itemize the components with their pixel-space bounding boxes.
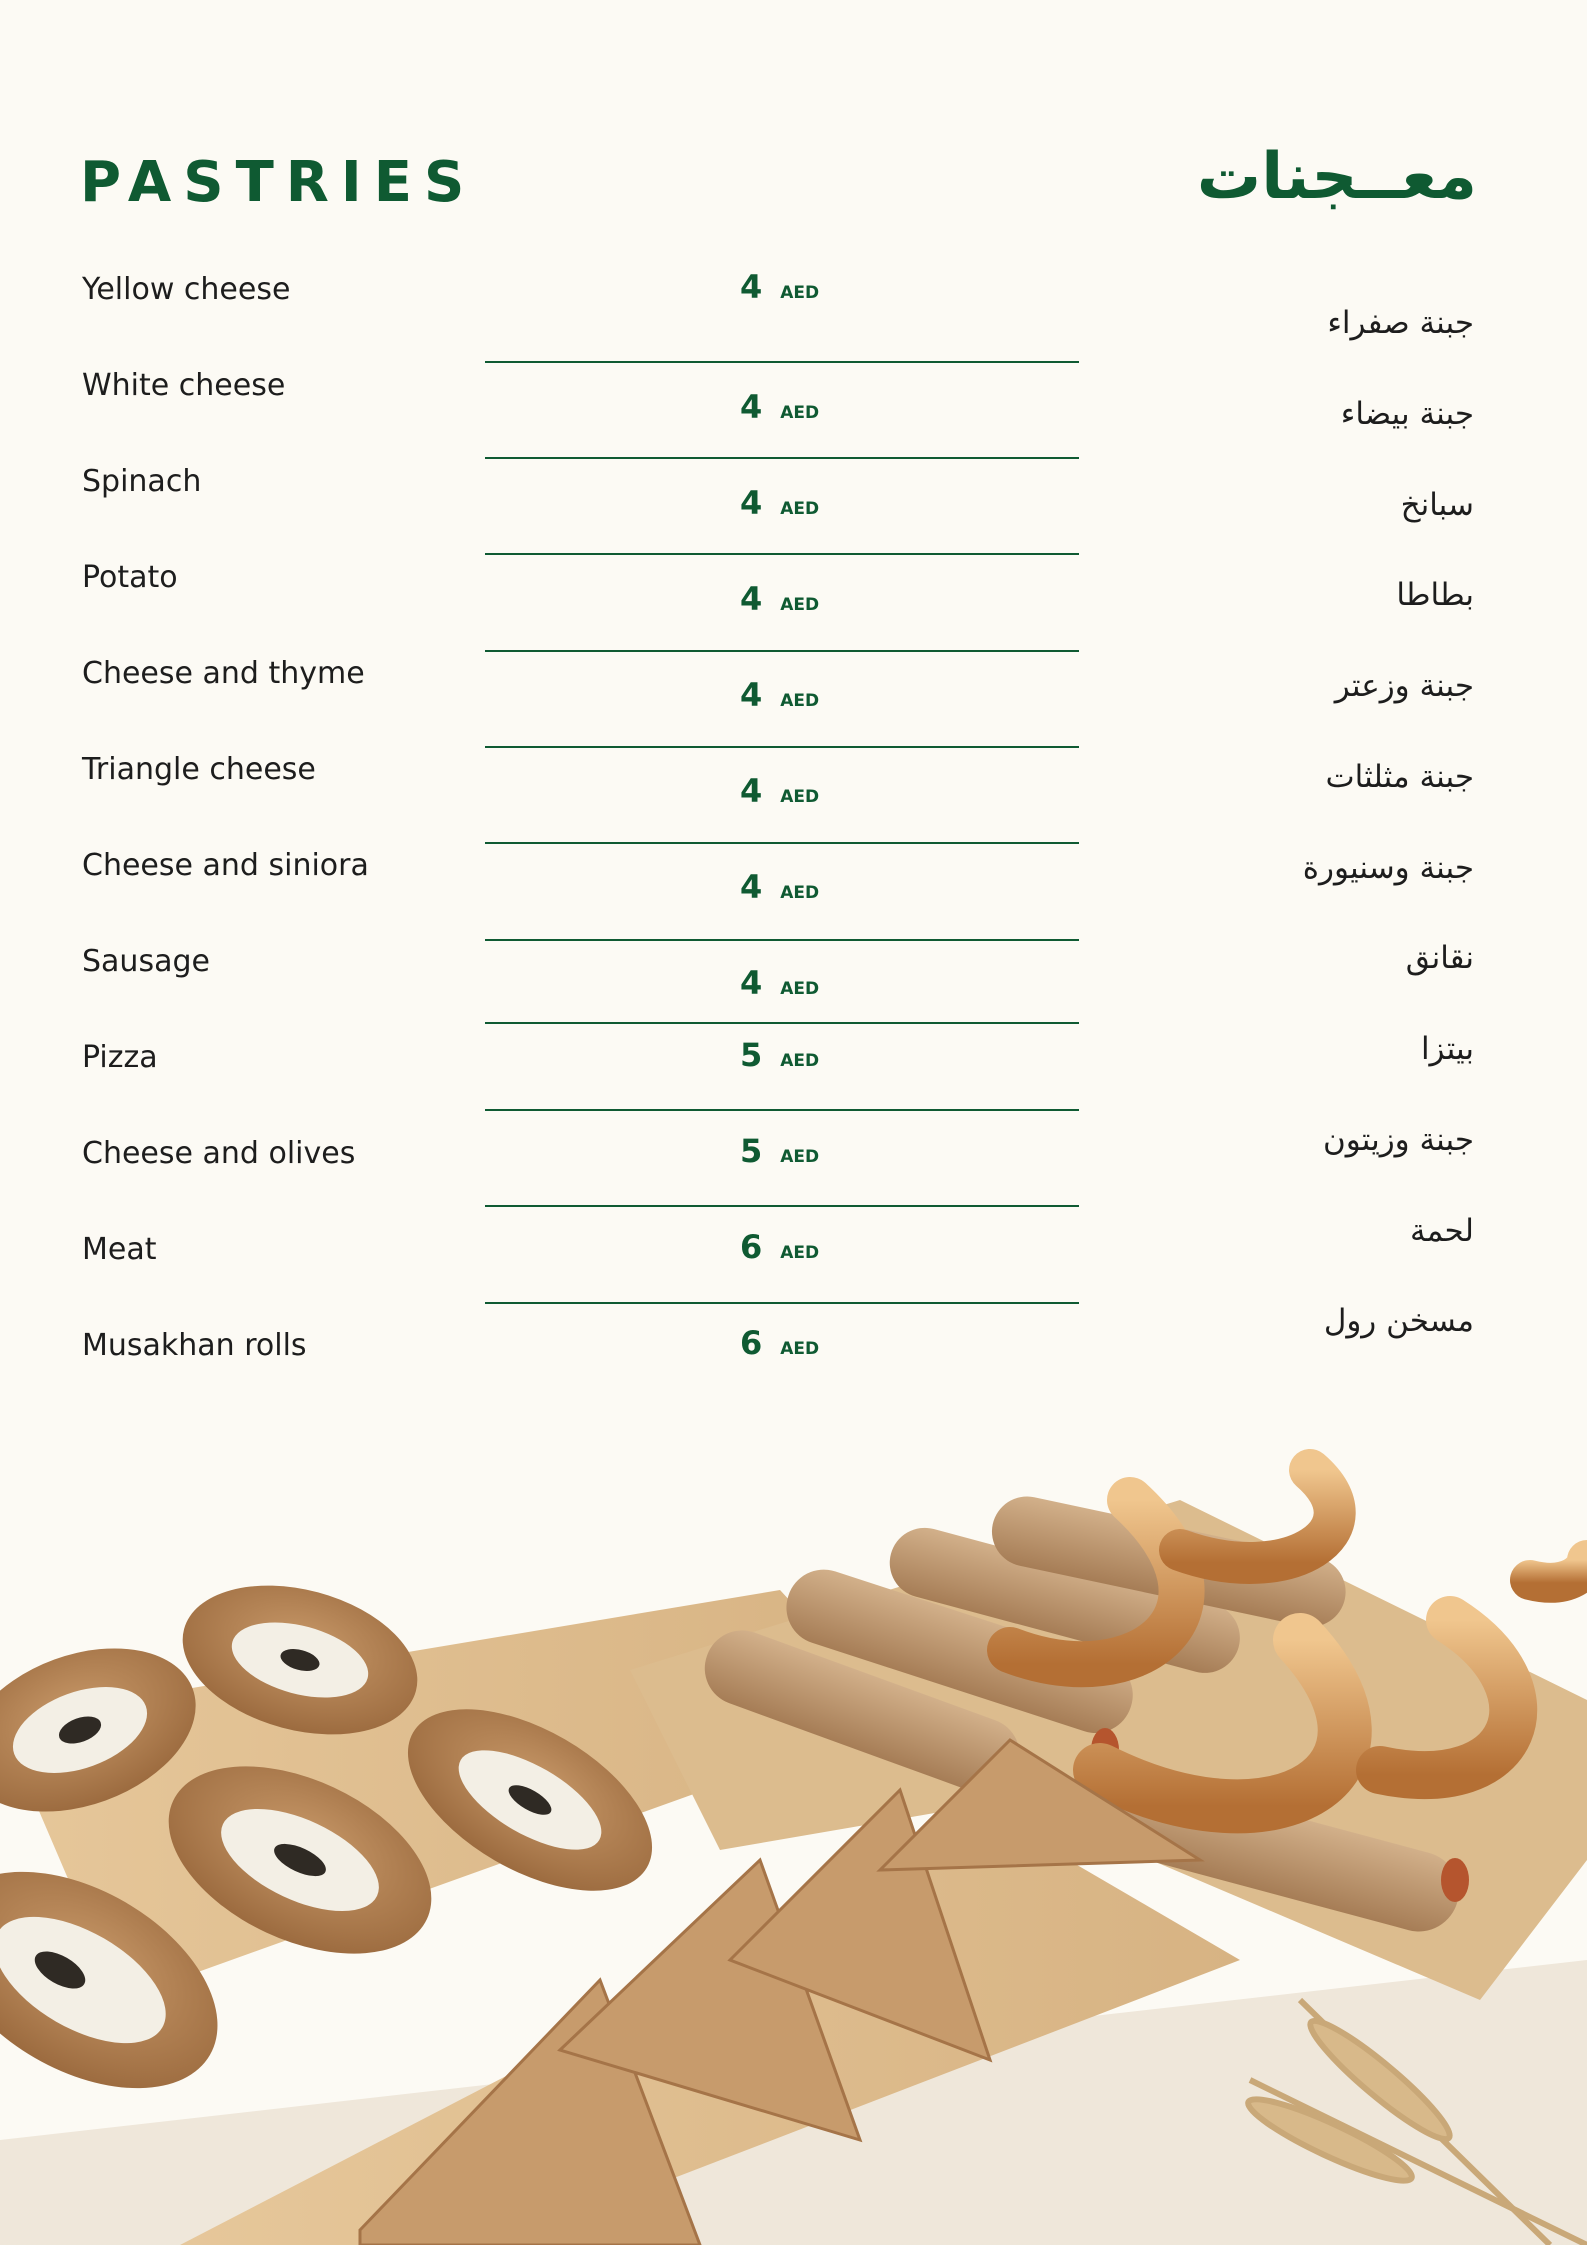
- row-divider: [485, 939, 1079, 941]
- price-value: 4: [740, 268, 763, 306]
- item-price: [740, 1132, 819, 1170]
- item-price: [740, 1228, 819, 1266]
- item-price: [740, 772, 819, 810]
- row-divider: [485, 361, 1079, 363]
- item-name-ar: بطاطا: [1396, 577, 1474, 613]
- item-name-en: Yellow cheese: [82, 272, 291, 307]
- item-name-ar: جبنة صفراء: [1327, 305, 1474, 341]
- price-value: 5: [740, 1036, 763, 1074]
- price-currency: AED: [780, 1051, 820, 1071]
- price-value: 4: [740, 772, 763, 810]
- item-name-ar: جبنة وزعتر: [1334, 668, 1474, 704]
- item-name-en: Potato: [82, 560, 178, 595]
- item-name-en: Musakhan rolls: [82, 1328, 307, 1363]
- price-value: 6: [740, 1324, 763, 1362]
- row-divider: [485, 1109, 1079, 1111]
- section-title-ar: معــجنات: [1196, 140, 1477, 214]
- item-name-ar: جبنة بيضاء: [1340, 396, 1474, 432]
- row-divider: [485, 746, 1079, 748]
- row-divider: [485, 650, 1079, 652]
- price-value: 4: [740, 388, 763, 426]
- item-name-ar: جبنة مثلثات: [1325, 759, 1474, 795]
- row-divider: [485, 457, 1079, 459]
- item-name-en: Spinach: [82, 464, 202, 499]
- item-name-en: Cheese and siniora: [82, 848, 369, 883]
- item-price: [740, 964, 819, 1002]
- item-name-ar: جبنة وزيتون: [1322, 1122, 1474, 1158]
- item-name-ar: نقانق: [1405, 940, 1474, 976]
- row-divider: [485, 842, 1079, 844]
- item-price: [740, 868, 819, 906]
- item-price: [740, 676, 819, 714]
- price-currency: AED: [780, 595, 820, 615]
- item-name-ar: سبانخ: [1400, 487, 1474, 523]
- price-currency: AED: [780, 1339, 820, 1359]
- price-value: 4: [740, 484, 763, 522]
- price-currency: AED: [780, 787, 820, 807]
- item-name-ar: لحمة: [1410, 1213, 1474, 1249]
- item-name-en: White cheese: [82, 368, 286, 403]
- price-currency: AED: [780, 403, 820, 423]
- item-name-ar: جبنة وسنيورة: [1302, 850, 1474, 886]
- price-value: 5: [740, 1132, 763, 1170]
- price-value: 4: [740, 676, 763, 714]
- item-name-en: Pizza: [82, 1040, 158, 1075]
- row-divider: [485, 1302, 1079, 1304]
- price-value: 6: [740, 1228, 763, 1266]
- price-currency: AED: [780, 883, 820, 903]
- item-price: [740, 580, 819, 618]
- item-price: [740, 484, 819, 522]
- price-value: 4: [740, 868, 763, 906]
- row-divider: [485, 1205, 1079, 1207]
- price-currency: AED: [780, 979, 820, 999]
- item-name-en: Cheese and thyme: [82, 656, 365, 691]
- row-divider: [485, 553, 1079, 555]
- row-divider: [485, 1022, 1079, 1024]
- price-currency: AED: [780, 283, 820, 303]
- section-title-en: PASTRIES: [80, 150, 477, 215]
- price-currency: AED: [780, 1243, 820, 1263]
- price-value: 4: [740, 580, 763, 618]
- price-value: 4: [740, 964, 763, 1002]
- item-name-ar: مسخن رول: [1323, 1303, 1474, 1339]
- item-name-ar: بيتزا: [1420, 1031, 1474, 1067]
- price-currency: AED: [780, 691, 820, 711]
- price-currency: AED: [780, 499, 820, 519]
- item-name-en: Meat: [82, 1232, 157, 1267]
- item-price: [740, 388, 819, 426]
- item-name-en: Cheese and olives: [82, 1136, 356, 1171]
- pastries-photo: [0, 1440, 1587, 2245]
- item-name-en: Sausage: [82, 944, 210, 979]
- item-name-en: Triangle cheese: [82, 752, 316, 787]
- item-price: [740, 1036, 819, 1074]
- item-price: [740, 268, 819, 306]
- price-currency: AED: [780, 1147, 820, 1167]
- item-price: [740, 1324, 819, 1362]
